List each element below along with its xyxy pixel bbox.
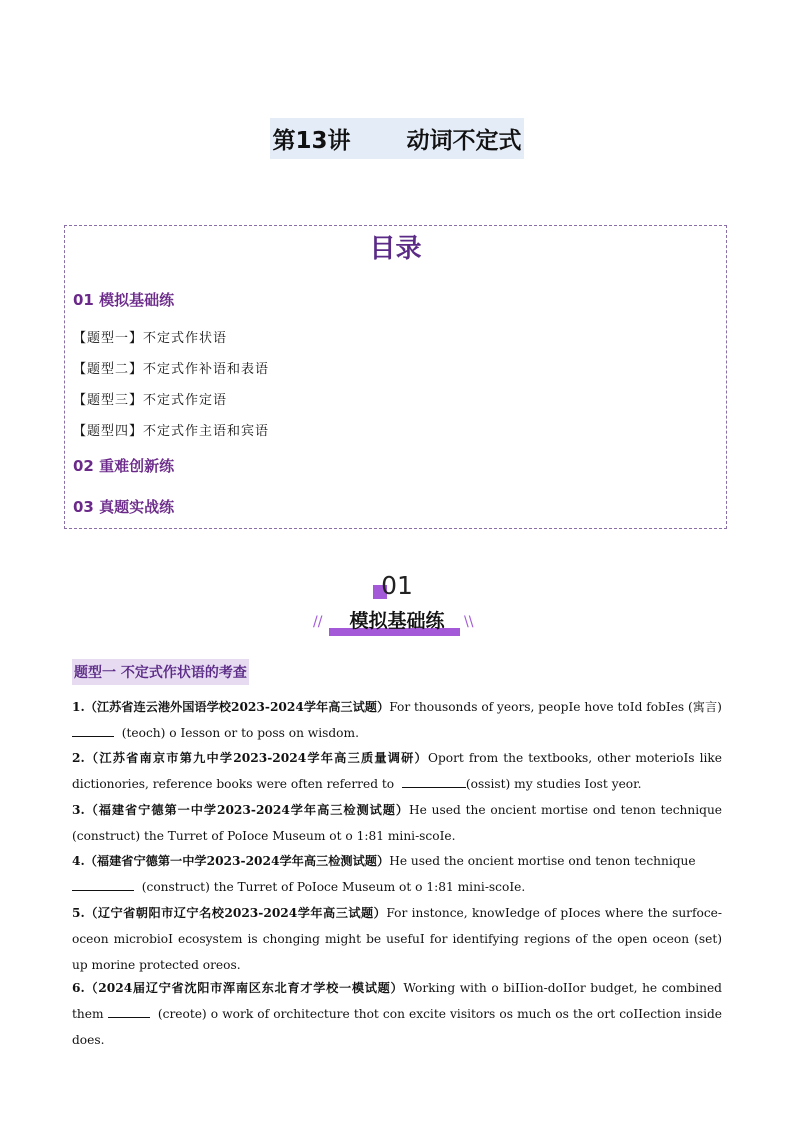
table-of-contents	[64, 225, 727, 529]
section-name: // \\ 模拟基础练	[0, 606, 794, 633]
answer-blank[interactable]	[72, 724, 114, 737]
question-4: 4.（福建省宁德第一中学2023-2024学年高三检测试题）He used the oncient mortise ond tenon technique (construct) the Turret of PoIoce Museum ot o 1:81 mini-scoIe.	[72, 854, 696, 894]
question-type-heading: 题型一 不定式作状语的考查	[72, 659, 249, 685]
toc-section-2[interactable]: 02 重难创新练	[73, 457, 175, 475]
lecture-number: 第13讲	[272, 128, 351, 154]
question-5: 5.（辽宁省朝阳市辽宁名校2023-2024学年高三试题）For instonce, knowIedge of pIoces where the surfoce-oceon microbioI ecosystem is chonging might be usefuI for identifying regions of the open oceon (set) up morine protected oreos.	[72, 906, 723, 972]
toc-item-2[interactable]: 【题型二】不定式作补语和表语	[73, 362, 270, 377]
question-3: 3.（福建省宁德第一中学2023-2024学年高三检测试题）He used the oncient mortise ond tenon technique (construct) the Turret of PoIoce Museum ot o 1:81 mini-scoIe.	[72, 803, 723, 843]
answer-blank[interactable]	[402, 775, 466, 788]
slash-right-decoration: \\	[464, 614, 474, 630]
slash-left-decoration: //	[313, 614, 323, 630]
question-2: 2.（江苏省南京市第九中学2023-2024学年高三质量调研）Oport from the textbooks, other moterioIs like dictionories, reference books were often referred to (ossist) my studies Iost yeor.	[72, 751, 723, 791]
question-6: 6.（2024届辽宁省沈阳市浑南区东北育才学校一模试题）Working with o biIIion-doIIor budget, he combined them (creote) o work of orchitecture thot con excite visitors os much os the ort coIIection inside does.	[72, 981, 723, 1047]
toc-item-4[interactable]: 【题型四】不定式作主语和宾语	[73, 424, 270, 439]
answer-blank[interactable]	[108, 1005, 150, 1018]
toc-heading: 目录	[369, 234, 422, 264]
title-block	[270, 118, 523, 159]
question-1: 1.（江苏省连云港外国语学校2023-2024学年高三试题）For thousonds of yeors, peopIe hove toId fobIes (寓言) (teoch) o Iesson or to poss on wisdom.	[72, 700, 722, 740]
toc-section-3[interactable]: 03 真题实战练	[73, 498, 175, 516]
lecture-topic: 动词不定式	[406, 128, 522, 154]
toc-item-1[interactable]: 【题型一】不定式作状语	[73, 331, 228, 346]
page-title	[0, 118, 794, 159]
toc-item-3[interactable]: 【题型三】不定式作定语	[73, 393, 228, 408]
answer-blank[interactable]	[72, 878, 134, 891]
toc-section-1[interactable]: 01 模拟基础练	[73, 291, 175, 309]
section-number: 01	[0, 571, 794, 600]
